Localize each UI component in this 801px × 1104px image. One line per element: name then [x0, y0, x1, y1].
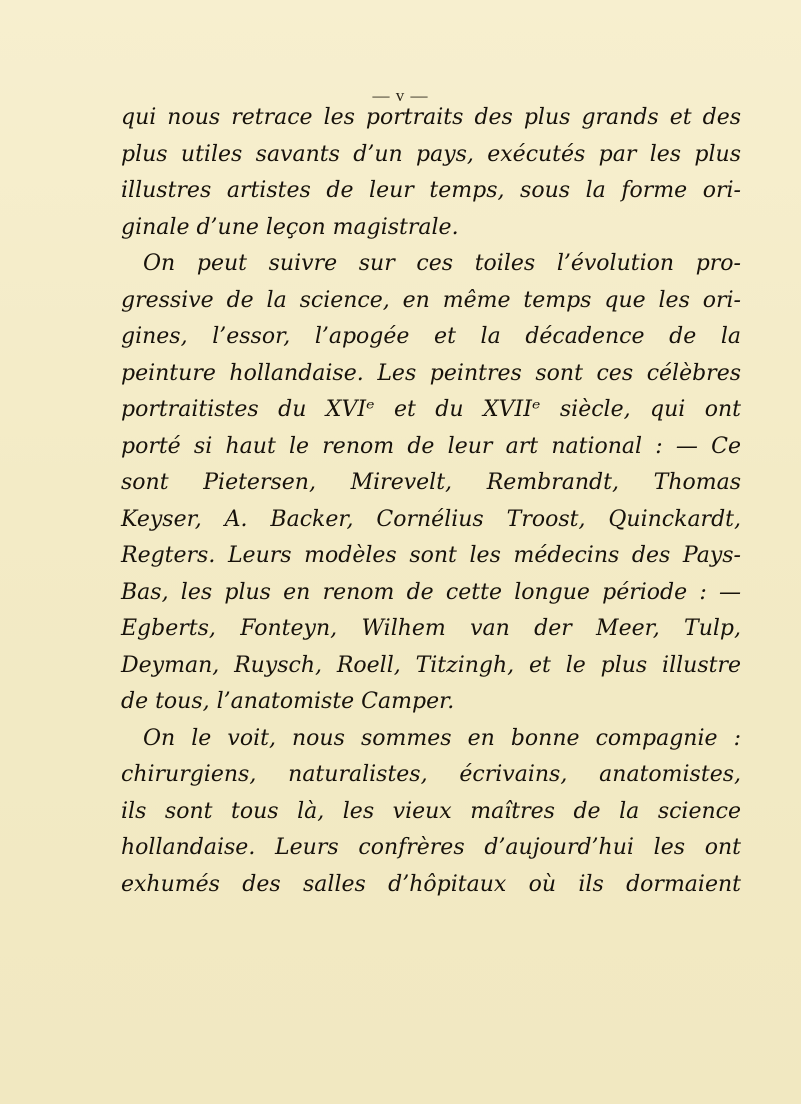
- text-line: peinture hollandaise. Les peintres sont ces célèbres: [121, 360, 741, 386]
- text-line: illustres artistes de leur temps, sous la forme ori-: [121, 178, 741, 203]
- text-line: ginale d’une leçon magistrale.: [121, 214, 459, 240]
- text-line: On peut suivre sur ces toiles l’évolution pro-: [143, 251, 741, 276]
- text-line: ils sont tous là, les vieux maîtres de la science: [121, 798, 741, 824]
- text-line: gressive de la science, en même temps que les ori-: [121, 287, 741, 313]
- text-line: portraitistes du XVIᵉ et du XVIIᵉ siècle, qui ont: [121, 397, 741, 422]
- text-line: porté si haut le renom de leur art national : — Ce: [121, 433, 741, 459]
- text-line: Keyser, A. Backer, Cornélius Troost, Quinckardt,: [121, 506, 741, 532]
- text-line: hollandaise. Leurs confrères d’aujourd’hui les ont: [121, 835, 741, 860]
- body-text: [121, 100, 741, 903]
- text-line: gines, l’essor, l’apogée et la décadence de la: [121, 324, 741, 349]
- text-line: Bas, les plus en renom de cette longue période : —: [121, 579, 741, 605]
- text-line: On le voit, nous sommes en bonne compagnie :: [143, 725, 741, 751]
- text-line: Deyman, Ruysch, Roell, Titzingh, et le plus illustre: [121, 652, 741, 678]
- text-line: de tous, l’anatomiste Camper.: [121, 689, 455, 714]
- text-line: Regters. Leurs modèles sont les médecins des Pays-: [121, 543, 741, 568]
- text-line: qui nous retrace les portraits des plus grands et des: [121, 105, 741, 130]
- text-line: plus utiles savants d’un pays, exécutés par les plus: [121, 141, 741, 167]
- text-line: chirurgiens, naturalistes, écrivains, anatomistes,: [121, 762, 741, 787]
- text-line: Egberts, Fonteyn, Wilhem van der Meer, Tulp,: [121, 616, 741, 641]
- text-line: exhumés des salles d’hôpitaux où ils dormaient: [121, 871, 741, 897]
- text-line: sont Pietersen, Mirevelt, Rembrandt, Thomas: [121, 470, 741, 495]
- page-number: — v —: [372, 86, 429, 105]
